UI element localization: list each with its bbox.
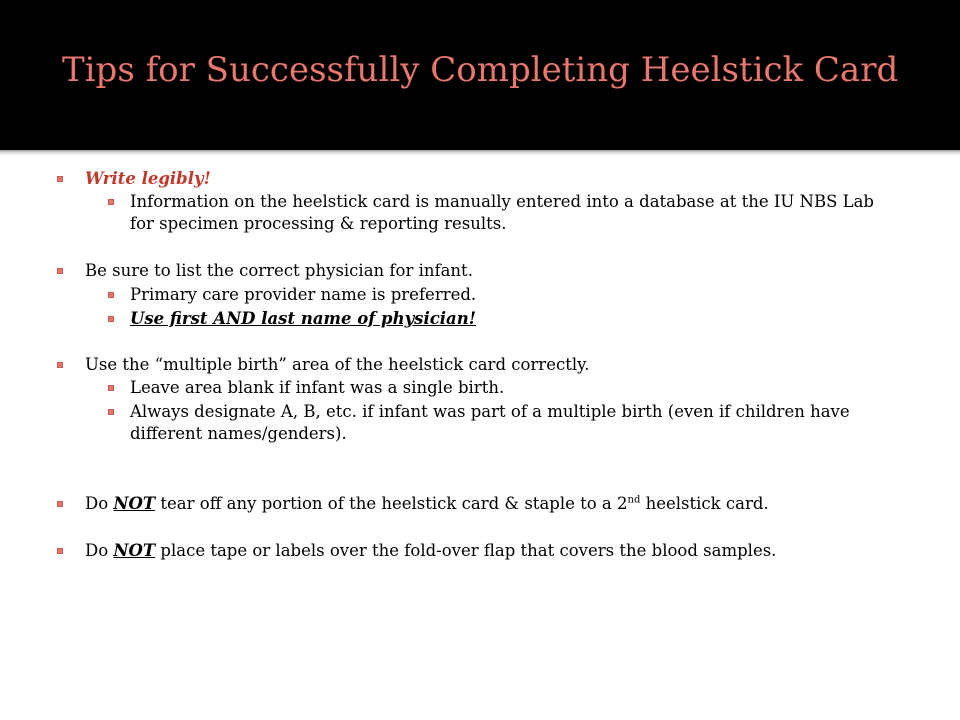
square-bullet-icon <box>57 501 63 507</box>
sub-bullet-item <box>130 284 890 306</box>
bullet-item-3 <box>85 354 925 376</box>
square-bullet-icon <box>108 385 114 391</box>
bullet-item-5 <box>85 540 925 562</box>
bullet-item-2 <box>85 260 925 282</box>
bullet-text-part: heelstick card. <box>640 494 769 513</box>
sub-bullet-item <box>130 308 890 330</box>
square-bullet-icon <box>57 548 63 554</box>
square-bullet-icon <box>108 199 114 205</box>
bullet-item-1 <box>85 168 925 190</box>
sub-bullet-item <box>130 401 890 445</box>
bullet-text-part: Do <box>85 494 114 513</box>
slide-header <box>0 0 960 150</box>
not-emphasis: NOT <box>113 494 156 513</box>
slide-title: Tips for Successfully Completing Heelstick Card <box>62 50 899 90</box>
ordinal-suffix: nd <box>627 494 641 506</box>
bullet-text-part: place tape or labels over the fold-over flap that covers the blood samples. <box>155 541 777 560</box>
sub-bullet-text: Leave area blank if infant was a single birth. <box>130 378 505 397</box>
bullet-text: Use the “multiple birth” area of the heelstick card correctly. <box>85 355 590 374</box>
square-bullet-icon <box>108 292 114 298</box>
header-divider <box>0 150 960 156</box>
not-emphasis: NOT <box>113 541 156 560</box>
bullet-item-4 <box>85 493 925 515</box>
square-bullet-icon <box>108 316 114 322</box>
square-bullet-icon <box>57 362 63 368</box>
sub-bullet-item <box>130 191 890 235</box>
sub-bullet-text: Use first AND last name of physician! <box>130 309 476 328</box>
sub-bullet-text: Always designate A, B, etc. if infant was part of a multiple birth (even if children have different names/genders). <box>130 402 850 443</box>
sub-bullet-item <box>130 377 890 399</box>
square-bullet-icon <box>108 409 114 415</box>
square-bullet-icon <box>57 268 63 274</box>
bullet-text-part: Do <box>85 541 114 560</box>
bullet-text: Write legibly! <box>85 169 211 188</box>
bullet-text-part: tear off any portion of the heelstick card & staple to a 2 <box>155 494 628 513</box>
bullet-text: Be sure to list the correct physician for infant. <box>85 261 473 280</box>
sub-bullet-text: Information on the heelstick card is manually entered into a database at the IU NBS Lab for specimen processing & reporting results. <box>130 192 874 233</box>
square-bullet-icon <box>57 176 63 182</box>
sub-bullet-text: Primary care provider name is preferred. <box>130 285 477 304</box>
